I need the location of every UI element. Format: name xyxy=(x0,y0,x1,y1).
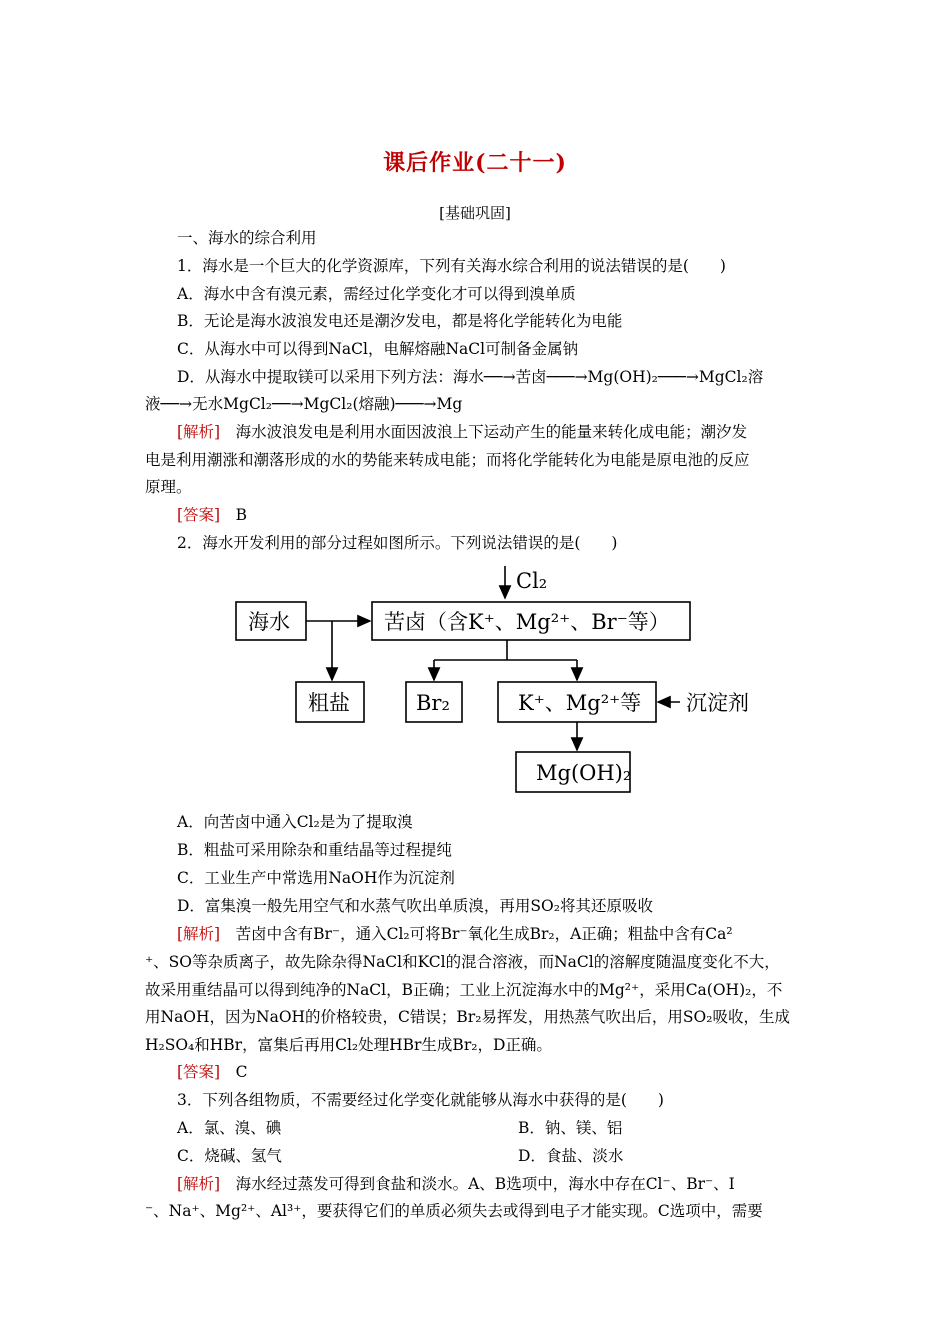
answer-tag: [答案] xyxy=(177,506,221,524)
process-diagram xyxy=(230,562,790,802)
q3-option-d: D．食盐、淡水 xyxy=(518,1147,624,1165)
analysis-text: 海水经过蒸发可得到食盐和淡水。A、B选项中，海水中存在Cl⁻、Br⁻、I xyxy=(220,1175,735,1193)
q1-analysis-line2: 电是利用潮涨和潮落形成的水的势能来转成电能；而将化学能转化为电能是原电池的反应 xyxy=(145,451,750,469)
q3-option-b: B．钠、镁、铝 xyxy=(518,1119,623,1137)
q1-answer xyxy=(177,505,247,525)
q1-option-b: B．无论是海水波浪发电还是潮汐发电，都是将化学能转化为电能 xyxy=(177,312,623,330)
page-title: 课后作业(二十一) xyxy=(383,150,567,176)
section-label: [基础巩固] xyxy=(439,204,511,222)
ions-label: K⁺、Mg²⁺等 xyxy=(518,691,642,715)
analysis-tag: [解析] xyxy=(177,925,221,943)
analysis-text: 苦卤中含有Br⁻，通入Cl₂可将Br⁻氧化生成Br₂，A正确；粗盐中含有Ca² xyxy=(220,925,733,943)
heading: 一、海水的综合利用 xyxy=(177,229,317,247)
bittern-label: 苦卤（含K⁺、Mg²⁺、Br⁻等） xyxy=(384,610,670,634)
q2-option-d: D．富集溴一般先用空气和水蒸气吹出单质溴，再用SO₂将其还原吸收 xyxy=(177,897,653,915)
q2-answer xyxy=(177,1062,247,1082)
crude-salt-label: 粗盐 xyxy=(308,691,350,715)
analysis-text: 海水波浪发电是利用水面因波浪上下运动产生的能量来转化成电能；潮汐发 xyxy=(220,423,748,441)
q1-option-d-cont: 液──→无水MgCl₂──→MgCl₂(熔融)───→Mg xyxy=(145,395,463,413)
q2-analysis xyxy=(177,924,733,944)
q1-option-a: A．海水中含有溴元素，需经过化学变化才可以得到溴单质 xyxy=(177,285,576,303)
answer-text: B xyxy=(220,506,247,524)
q3-analysis-line2: ⁻、Na⁺、Mg²⁺、Al³⁺，要获得它们的单质必须失去或得到电子才能实现。C选项中，需要 xyxy=(145,1202,763,1220)
analysis-tag: [解析] xyxy=(177,1175,221,1193)
q3-stem: 3．下列各组物质，不需要经过化学变化就能够从海水中获得的是( ) xyxy=(177,1091,664,1109)
mgoh2-label: Mg(OH)₂ xyxy=(536,761,632,785)
q2-option-c: C．工业生产中常选用NaOH作为沉淀剂 xyxy=(177,869,455,887)
q1-analysis xyxy=(177,422,747,442)
q2-analysis-line3: 故采用重结晶可以得到纯净的NaCl，B正确；工业上沉淀海水中的Mg²⁺，采用Ca(OH)₂，不 xyxy=(145,981,783,999)
seawater-label: 海水 xyxy=(248,610,290,634)
precipitant-label: 沉淀剂 xyxy=(686,691,749,715)
br2-label: Br₂ xyxy=(416,691,450,715)
q2-analysis-line4: 用NaOH，因为NaOH的价格较贵，C错误；Br₂易挥发，用热蒸气吹出后，用SO₂吸收，生成 xyxy=(145,1008,790,1026)
q3-analysis xyxy=(177,1174,735,1194)
q1-option-d: D．从海水中提取镁可以采用下列方法：海水──→苦卤───→Mg(OH)₂───→MgCl₂溶 xyxy=(177,368,764,386)
cl2-label: Cl₂ xyxy=(516,569,548,593)
q1-option-c: C．从海水中可以得到NaCl，电解熔融NaCl可制备金属钠 xyxy=(177,340,579,358)
q3-option-c: C．烧碱、氢气 xyxy=(177,1147,282,1165)
q1-stem: 1．海水是一个巨大的化学资源库，下列有关海水综合利用的说法错误的是( ) xyxy=(177,257,726,275)
q2-option-b: B．粗盐可采用除杂和重结晶等过程提纯 xyxy=(177,841,452,859)
q1-analysis-line3: 原理。 xyxy=(145,478,192,496)
q2-analysis-line5: H₂SO₄和HBr，富集后再用Cl₂处理HBr生成Br₂，D正确。 xyxy=(145,1036,552,1054)
q2-option-a: A．向苦卤中通入Cl₂是为了提取溴 xyxy=(177,813,413,831)
q2-analysis-line2: ⁺、SO等杂质离子，故先除杂得NaCl和KCl的混合溶液，而NaCl的溶解度随温度变化不大， xyxy=(145,953,780,971)
q3-option-a: A．氯、溴、碘 xyxy=(177,1119,282,1137)
q2-stem: 2．海水开发利用的部分过程如图所示。下列说法错误的是( ) xyxy=(177,534,618,552)
analysis-tag: [解析] xyxy=(177,423,221,441)
answer-tag: [答案] xyxy=(177,1063,221,1081)
answer-text: C xyxy=(220,1063,248,1081)
